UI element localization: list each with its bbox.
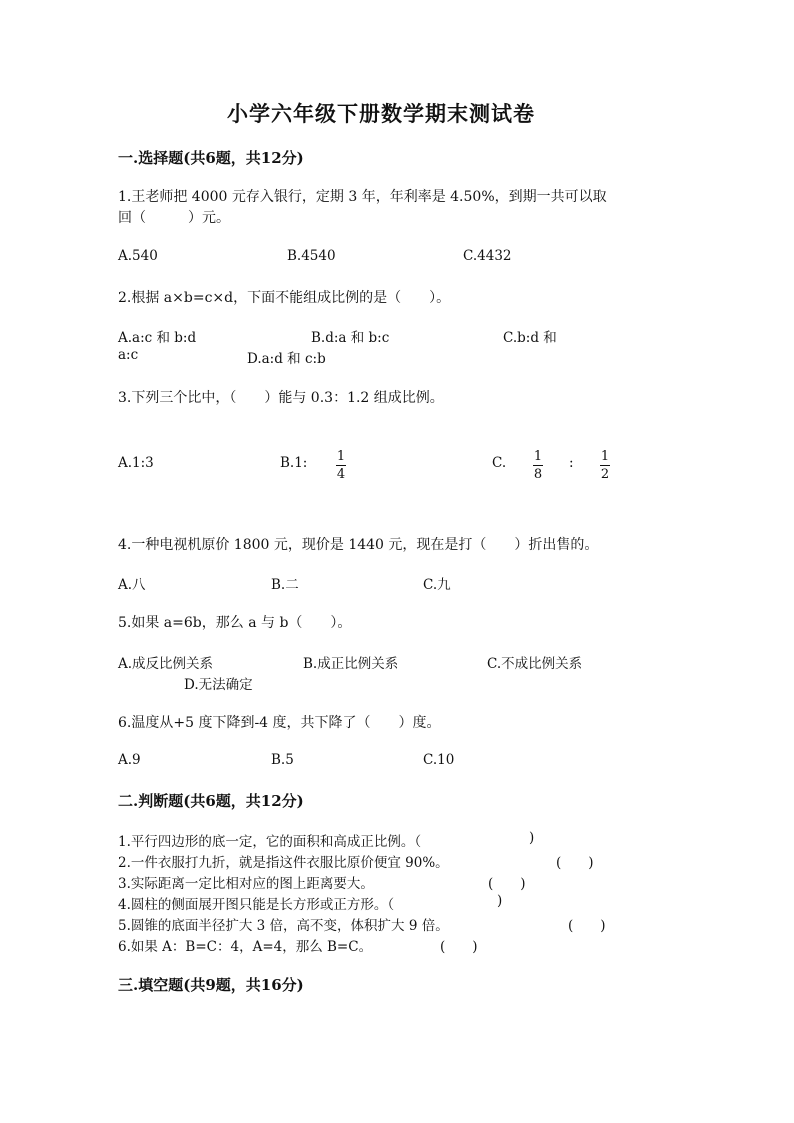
judgement-item-4: 4.圆柱的侧面展开图只能是长方形或正方形。（	[118, 897, 395, 913]
judgement-item-5: 5.圆锥的底面半径扩大 3 倍，高不变，体积扩大 9 倍。	[118, 918, 449, 934]
question-2-option-c: C.b:d 和	[503, 330, 557, 346]
question-4-option-a: A.八	[118, 577, 146, 593]
question-1-line-2: 回（ ）元。	[118, 210, 230, 226]
question-2-option-a: A.a:c 和 b:d	[118, 330, 197, 346]
fraction-denominator: 4	[336, 467, 346, 482]
section-heading-judgement: 二.判断题(共6题，共12分)	[118, 792, 304, 810]
fraction-bar	[600, 465, 610, 466]
judgement-item-5-paren: ( )	[568, 918, 606, 934]
fraction-numerator: 1	[336, 449, 346, 464]
judgement-item-1-paren: )	[529, 830, 535, 846]
judgement-item-3: 3.实际距离一定比相对应的图上距离要大。	[118, 876, 374, 892]
question-6-option-a: A.9	[118, 752, 141, 768]
question-5-option-b: B.成正比例关系	[303, 656, 399, 672]
question-3-text: 3.下列三个比中，（ ）能与 0.3：1.2 组成比例。	[118, 390, 444, 406]
judgement-item-1: 1.平行四边形的底一定，它的面积和高成正比例。（	[118, 834, 422, 850]
fraction-denominator: 2	[600, 467, 610, 482]
question-3-option-c-fraction-2	[600, 449, 610, 482]
question-1-option-a: A.540	[118, 248, 158, 264]
question-3-option-c: C.	[492, 455, 507, 471]
question-2-option-c-cont: a:c	[118, 347, 139, 363]
question-3-option-b-fraction	[336, 449, 346, 482]
fraction-bar	[336, 465, 346, 466]
section-heading-choice: 一.选择题(共6题，共12分)	[118, 149, 304, 167]
question-3-option-c-fraction-1	[533, 449, 543, 482]
question-1-option-b: B.4540	[287, 248, 336, 264]
question-2-option-d: D.a:d 和 c:b	[247, 351, 326, 367]
question-2-option-b: B.d:a 和 b:c	[311, 330, 390, 346]
fraction-denominator: 8	[533, 467, 543, 482]
judgement-item-6-paren: ( )	[440, 939, 478, 955]
question-4-option-c: C.九	[423, 577, 451, 593]
question-3-option-c-colon: :	[569, 455, 574, 471]
section-heading-fill-in: 三.填空题(共9题，共16分)	[118, 976, 304, 994]
question-5-option-c: C.不成比例关系	[487, 656, 583, 672]
question-3-option-b: B.1:	[280, 455, 308, 471]
question-5-text: 5.如果 a=6b，那么 a 与 b（ ）。	[118, 615, 352, 631]
question-2-text: 2.根据 a×b=c×d，下面不能组成比例的是（ ）。	[118, 290, 451, 306]
judgement-item-4-paren: )	[497, 893, 503, 909]
judgement-item-2-paren: ( )	[556, 855, 594, 871]
fraction-bar	[533, 465, 543, 466]
question-6-option-c: C.10	[423, 752, 455, 768]
judgement-item-2: 2.一件衣服打九折，就是指这件衣服比原价便宜 90%。	[118, 855, 449, 871]
question-1-option-c: C.4432	[463, 248, 512, 264]
fraction-numerator: 1	[533, 449, 543, 464]
question-4-option-b: B.二	[271, 577, 299, 593]
page-title: 小学六年级下册数学期末测试卷	[227, 101, 535, 126]
judgement-item-3-paren: ( )	[488, 876, 526, 892]
question-6-option-b: B.5	[271, 752, 294, 768]
question-4-text: 4.一种电视机原价 1800 元，现价是 1440 元，现在是打（ ）折出售的。	[118, 537, 599, 553]
fraction-numerator: 1	[600, 449, 610, 464]
question-5-option-d: D.无法确定	[184, 677, 253, 693]
question-1-line-1: 1.王老师把 4000 元存入银行，定期 3 年，年利率是 4.50%，到期一共可以取	[118, 189, 607, 205]
question-6-text: 6.温度从+5 度下降到-4 度，共下降了（ ）度。	[118, 715, 441, 731]
question-5-option-a: A.成反比例关系	[118, 656, 214, 672]
question-3-option-a: A.1:3	[118, 455, 154, 471]
judgement-item-6: 6.如果 A：B=C：4，A=4，那么 B=C。	[118, 939, 373, 955]
